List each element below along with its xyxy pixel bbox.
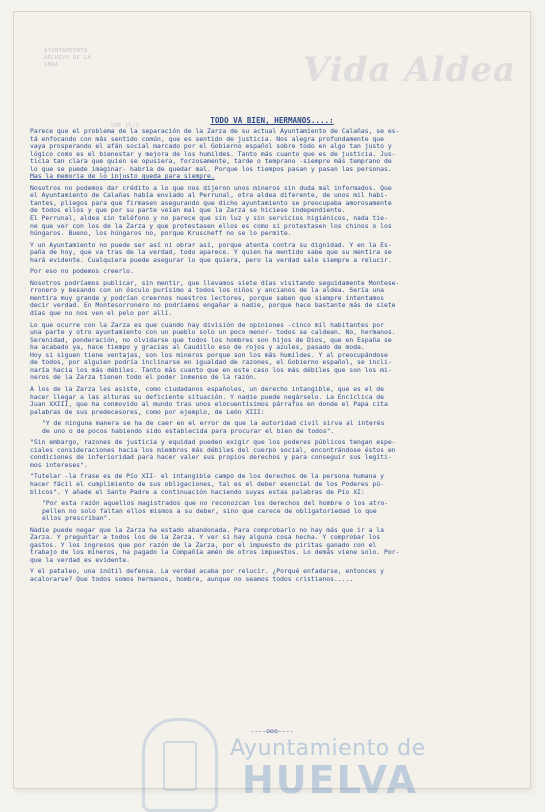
text-line: "Por esta razón aquellos magistrados que no reconozcan los derechos del hombre o los atro-: [42, 500, 389, 508]
document-title: TODO VA BIEN, HERMANOS....:: [210, 116, 334, 125]
document-page: [14, 12, 530, 802]
masthead-title: Vida Aldea: [302, 50, 516, 90]
text-line: "Sin embargo, razones de justicia y equidad pueden exigir que los poderes públicos tengan espe-: [30, 439, 396, 447]
text-line: Mas la memoria de lo injusto queda para siempre.: [30, 173, 215, 181]
watermark-line-1: Ayuntamiento de: [230, 736, 426, 761]
text-line: rronero y besando con un ósculo purísimo a todos los niños y ancianos de la aldea. Sería una: [30, 287, 384, 295]
text-line: mos intereses".: [30, 461, 88, 469]
text-line: Y el pataleo, una inútil defensa. La verdad acaba por relucir. ¿Porqué enfadarse, entonces y: [30, 568, 384, 576]
text-line: Lo que ocurre con la Zarza es que cuando hay división de opiniones -cinco mil habitantes por: [30, 321, 384, 329]
text-line: trabajo de los mineros, ha pagado la Compañía amén de otros impuestos. Lo demás viene solo. Por-: [30, 549, 400, 557]
text-line: de todos ellos y que por su parte veían mal que la Zarza se hiciese independiente.: [30, 207, 346, 215]
text-line: húngaros. Bueno, los húngaros no, porque Kruscheff no se lo permite.: [30, 230, 292, 238]
text-line: lo que se puede imaginar- habría de quedar mal. Porque los tiempos pasan y pasan las personas.: [30, 165, 392, 173]
text-line: A los de la Zarza les asiste, como ciudadanos españoles, un derecho intangible, que es el de: [30, 385, 384, 393]
text-line: "Tutelar -la frase es de Pío XII- el intangible campo de los derechos de la persona humana y: [30, 473, 384, 481]
text-line: tantes, pliegos para que firmasen asegurando que dicho ayuntamiento se preocupaba amorosamente: [30, 199, 392, 207]
text-line: pellen no solo faltan ellos mismos a su deber, sino que carece de obligatoriedad lo que: [42, 507, 377, 515]
text-line: naría hacia los más débiles. Tanto más cuanto que en este caso los más débiles que son los mi-: [30, 366, 392, 374]
text-line: ciales consideraciones hacia los miembros más débiles del cuerpo social, encontrándose éstos en: [30, 446, 396, 454]
text-line: Zarza. Y preguntar a todos los de la Zarza. Y ver si hay alguna cosa hecha. Y comprobar los: [30, 534, 381, 542]
text-line: ellos prescriban".: [42, 515, 112, 523]
text-line: Por eso no podemos creerlo.: [30, 268, 134, 276]
text-line: hacer llegar a las alturas su deficiente situación. Y nadie puede negárselo. La Encíclica de: [30, 393, 384, 401]
text-line: paña de hoy, que va tras de la verdad, todo aparece. Y quien ha mentido sabe que su mentira se: [30, 249, 392, 257]
text-line: de todos, por alguien podría inclinarse en igualdad de razones, el Gobierno español, se incli-: [30, 359, 392, 367]
text-line: de uno o de pocos habiendo sido establecida para procurar el bien de todos".: [42, 427, 335, 435]
watermark-line-2: HUELVA: [242, 758, 418, 802]
text-line: condiciones de inferioridad para hacer valer sus propios derechos y para conseguir sus legíti-: [30, 454, 392, 462]
text-line: decir verdad. En Montesorronero no podríamos engañar a nadie, porque hace bastante más de siete: [30, 302, 396, 310]
stamp-line: AYUNTAMIENTO: [44, 48, 88, 54]
document-body: [30, 128, 520, 584]
text-line: Parece que el problema de la separación de la Zarza de su actual Ayuntamiento de Calañas, se es-: [30, 128, 400, 135]
text-line: que la verdad es evidente.: [30, 556, 131, 564]
text-line: Nadie puede negar que la Zarza ha estado abandonada. Para comprobarlo no hay más que ir a la: [30, 526, 384, 534]
text-line: días que no nos ven el pelo por allí.: [30, 310, 173, 318]
text-line: hará evidente. Cualquiera puede asegurar lo que quiera, pero la verdad sale siempre a relucir.: [30, 256, 392, 264]
text-line: ticia tan clara que quien se opusiera, forzosamente, tarde o temprano -siempre más temprano de: [30, 158, 392, 166]
text-line: acalorarse? Que todos somos hermanos, hombre, aunque no seamos todos cristianos.....: [30, 575, 354, 583]
archive-watermark: [142, 706, 538, 802]
text-line: blicos". Y añade el Santo Padre a continuación haciendo suyas estas palabras de Pío XI:: [30, 488, 365, 496]
text-line: ne que ver con los de la Zarza y que protestasen ellos es como si protestasen los chinos o los: [30, 222, 392, 230]
text-line: palabras de sus predecesores, como por ejemplo, de León XIII:: [30, 408, 265, 416]
text-line: hacer fácil el cumplimiento de sus obligaciones, tal es el deber esencial de los Poderes pú-: [30, 480, 384, 488]
stamp-line: ARCHIVO DE LA: [44, 55, 91, 61]
text-line: mentira muy grande y podrían creernos nuestros lectores, porque saben que siempre intentamos: [30, 294, 384, 302]
archive-stamp: [44, 48, 91, 69]
text-line: gastos. Y los ingresos que por razón de la Zarza, por el impuesto de piritas ganado con el: [30, 541, 377, 549]
text-line: lógico como es el bienestar y mejora de los humildes. Tanto más cuanto que es de justicia. Jus-: [30, 150, 396, 158]
text-line: neros de la Zarza tienen todo el poder inmenso de la razón.: [30, 374, 258, 382]
text-line: el Ayuntamiento de Calañas había enviado al Perrunal, otra aldea diferente, de unos mil habi-: [30, 192, 388, 200]
page-marks: 100 15/1: [110, 122, 139, 129]
text-line: Y un Ayuntamiento no puede ser así ni obrar así, porque atenta contra su dignidad. Y en la Es-: [30, 241, 392, 249]
text-line: Serenidad, ponderación, no olvidarse que todos los hombres son hijos de Dios, que en España se: [30, 336, 392, 344]
text-line: "Y de ninguna manera se ha de caer en el error de que la autoridad civil sirva al interés: [42, 420, 385, 428]
text-line: una parte y otro ayuntamiento con un pueblo solo un poco menor- todos se caldean. No, hermanos.: [30, 329, 396, 337]
stamp-line: OBRA: [44, 62, 59, 68]
text-line: Hoy si siguen tiene ventajas, son los mineros porque son los más humildes. Y al preocupándose: [30, 351, 388, 359]
text-line: ha acabado ya, hace tiempo y gracias al Caudillo eso de rojos y azules, pasado de moda.: [30, 344, 365, 352]
closing-mark: ----ooo----: [250, 727, 294, 735]
text-line: Nosotros podríamos publicar, sin mentir, que llevamos siete días visitando seguidamente Montese-: [30, 279, 400, 287]
text-line: vaya prosperando el afán social marcado por el Gobierno español sobre todo en algo tan justo y: [30, 143, 392, 151]
text-line: El Perrunal, aldea sin teléfono y no parece que sin luz y sin servicios higiénicos, nada tie-: [30, 215, 388, 223]
text-line: Nosotros no podemos dar crédito a lo que nos dijeron unos mineros sin duda mal informados. Que: [30, 184, 392, 192]
text-line: tá enfocando con más sentido común, que es sentido de justicia. Nos alegra profundamente que: [30, 135, 384, 143]
text-line: Juan XXIII, que ha conmovido al mundo tras unos elocuentísimos párrafos en donde el Papa cita: [30, 401, 388, 409]
